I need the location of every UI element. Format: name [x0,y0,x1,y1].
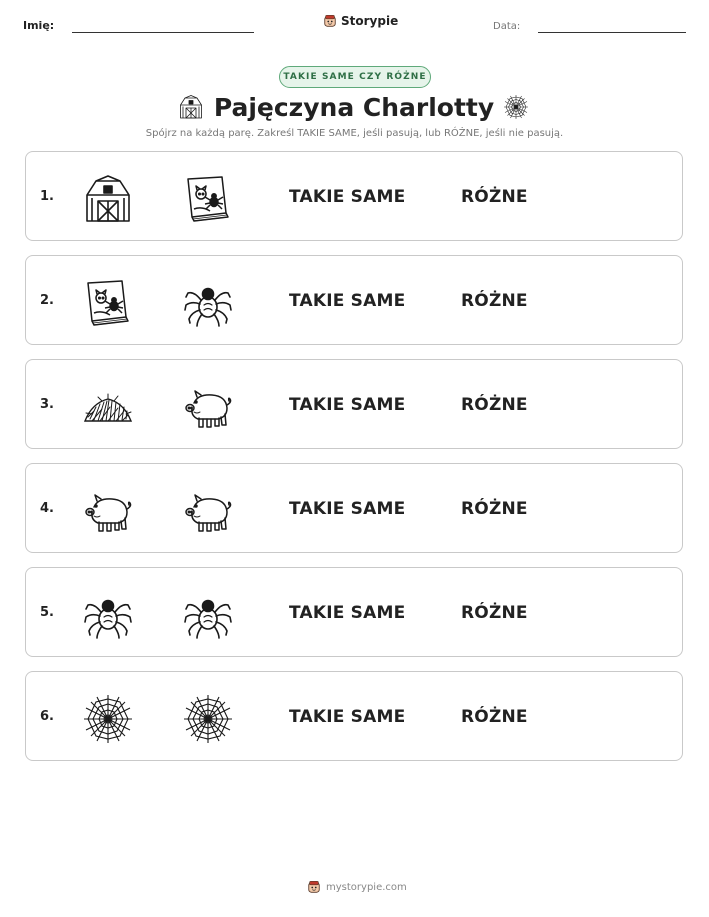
row-number: 5. [40,605,54,620]
mascot-icon [323,14,337,28]
option-different[interactable]: RÓŻNE [461,499,528,519]
row-number: 4. [40,501,54,516]
question-row [25,255,683,345]
question-row [25,671,683,761]
barn-icon [82,173,134,225]
web-icon [182,693,234,745]
row-number: 6. [40,709,54,724]
pig-icon [182,485,234,537]
option-same[interactable]: TAKIE SAME [289,603,406,623]
pig-icon [82,485,134,537]
date-line[interactable] [538,32,686,33]
option-same[interactable]: TAKIE SAME [289,499,406,519]
option-same[interactable]: TAKIE SAME [289,187,406,207]
spider-icon [182,589,234,641]
footer-url[interactable]: mystorypie.com [326,881,407,893]
option-different[interactable]: RÓŻNE [461,291,528,311]
hay-icon [82,381,134,433]
name-line[interactable] [72,32,254,33]
row-number: 2. [40,293,54,308]
question-row [25,359,683,449]
barn-icon [178,94,204,120]
row-number: 1. [40,189,54,204]
book-icon [182,173,234,225]
footer [307,880,407,894]
brand-logo [323,14,398,28]
mascot-icon [307,880,321,894]
date-label: Data: [493,21,521,32]
option-same[interactable]: TAKIE SAME [289,291,406,311]
option-same[interactable]: TAKIE SAME [289,707,406,727]
web-icon [82,693,134,745]
option-different[interactable]: RÓŻNE [461,603,528,623]
question-row [25,151,683,241]
instructions: Spójrz na każdą parę. Zakreśl TAKIE SAME, jeśli pasują, lub RÓŻNE, jeśli nie pasują. [145,128,564,139]
brand-name: Storypie [341,14,399,28]
option-different[interactable]: RÓŻNE [461,187,528,207]
name-label: Imię: [23,19,55,32]
option-different[interactable]: RÓŻNE [461,395,528,415]
page-title: Pajęczyna Charlotty [213,93,495,122]
question-row [25,567,683,657]
pig-icon [182,381,234,433]
category-badge: TAKIE SAME CZY RÓŻNE [279,66,431,88]
question-row [25,463,683,553]
spider-icon [82,589,134,641]
option-same[interactable]: TAKIE SAME [289,395,406,415]
spider-icon [182,277,234,329]
option-different[interactable]: RÓŻNE [461,707,528,727]
book-icon [82,277,134,329]
row-number: 3. [40,397,54,412]
web-icon [503,94,529,120]
